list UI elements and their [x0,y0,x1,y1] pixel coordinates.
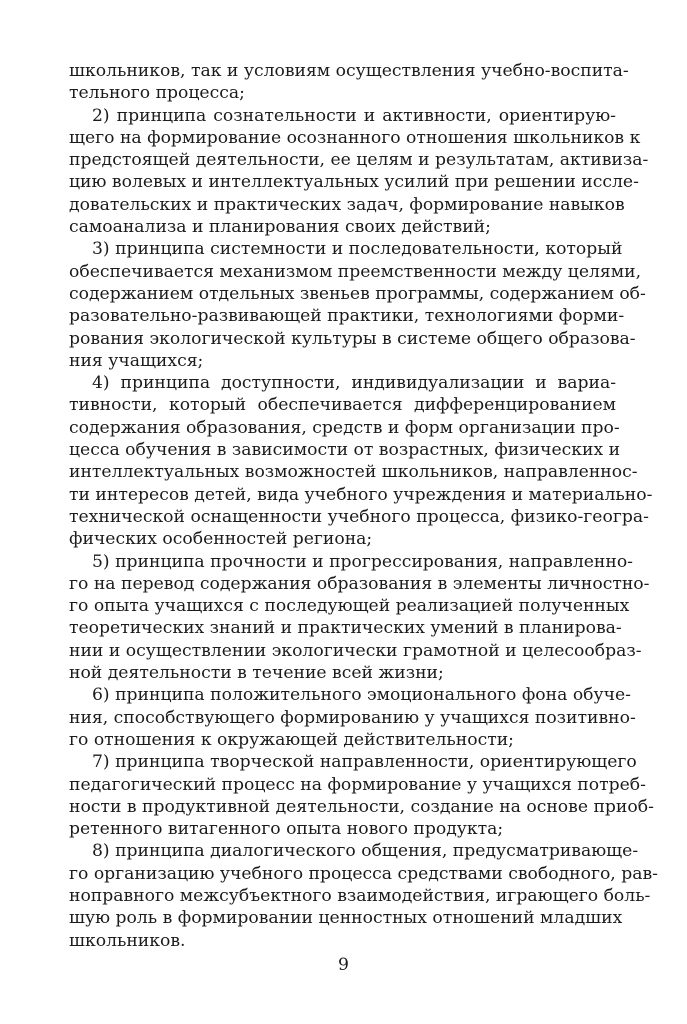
text-line: теоретических знаний и практических умений в планирова- [69,618,622,639]
text-line: школьников. [69,930,186,951]
text-line: нии и осуществлении экологически грамотной и целесообраз- [69,640,642,661]
text-line: ния учащихся; [69,350,204,371]
text-line: 6) принципа положительного эмоционального фона обуче- [92,685,631,706]
text-line: содержанием отдельных звеньев программы, содержанием об- [69,283,646,304]
paragraph [69,105,649,239]
paragraph [69,684,636,751]
text-line: рования экологической культуры в системе общего образова- [69,328,636,349]
text-line: ной деятельности в течение всей жизни; [69,663,444,684]
text-line: ности в продуктивной деятельности, создание на основе приоб- [69,796,654,817]
text-line: 8) принципа диалогического общения, предусматривающе- [92,841,639,862]
text-line: го организацию учебного процесса средствами свободного, рав- [69,863,658,884]
text-line: 3) принципа системности и последовательности, который [92,239,623,260]
text-line: самоанализа и планирования своих действий; [69,217,491,238]
text-line: ноправного межсубъектного взаимодействия, играющего боль- [69,885,651,906]
text-line: технической оснащенности учебного процесса, физико-геогра- [69,506,649,527]
text-line: 7) принципа творческой направленности, ориентирующего [92,752,637,773]
text-line: го на перевод содержания образования в элементы личностно- [69,573,650,594]
text-line: тивности, который обеспечивается дифференцированием [69,395,616,416]
paragraph [69,840,658,951]
text-line: педагогический процесс на формирование у учащихся потреб- [69,774,646,795]
page-number: 9 [338,955,349,975]
text-line: тельного процесса; [69,83,245,104]
paragraph [69,551,650,685]
paragraph [69,238,646,372]
text-line: го отношения к окружающей действительности; [69,729,514,750]
text-line: разовательно-развивающей практики, технологиями форми- [69,306,625,327]
text-line: школьников, так и условиям осуществления учебно-воспита- [69,61,629,81]
text-line: 2) принципа сознательности и активности, ориентирую- [92,105,616,126]
text-line: го опыта учащихся с последующей реализацией полученных [69,596,630,617]
paragraph [69,372,653,550]
text-line: довательских и практических задач, формирование навыков [69,194,625,215]
text-line: 4) принципа доступности, индивидуализации и вариа- [92,373,616,394]
text-line: содержания образования, средств и форм организации про- [69,417,620,438]
text-line: 5) принципа прочности и прогрессирования, направленно- [92,551,633,572]
body-text [69,60,658,952]
text-line: обеспечивается механизмом преемственности между целями, [69,261,642,282]
text-line: ретенного витагенного опыта нового продукта; [69,819,504,840]
text-line: щего на формирование осознанного отношения школьников к [69,127,641,148]
text-line: предстоящей деятельности, ее целям и результатам, активиза- [69,150,649,171]
paragraph [69,60,629,105]
text-line: ния, способствующего формированию у учащихся позитивно- [69,707,636,728]
text-line: фических особенностей региона; [69,529,373,550]
text-line: цесса обучения в зависимости от возрастных, физических и [69,440,621,461]
text-line: ти интересов детей, вида учебного учреждения и материально- [69,484,653,505]
paragraph [69,751,654,840]
text-line: цию волевых и интеллектуальных усилий при решении иссле- [69,172,639,193]
text-line: интеллектуальных возможностей школьников, направленнос- [69,462,638,483]
text-line: шую роль в формировании ценностных отношений младших [69,908,623,929]
